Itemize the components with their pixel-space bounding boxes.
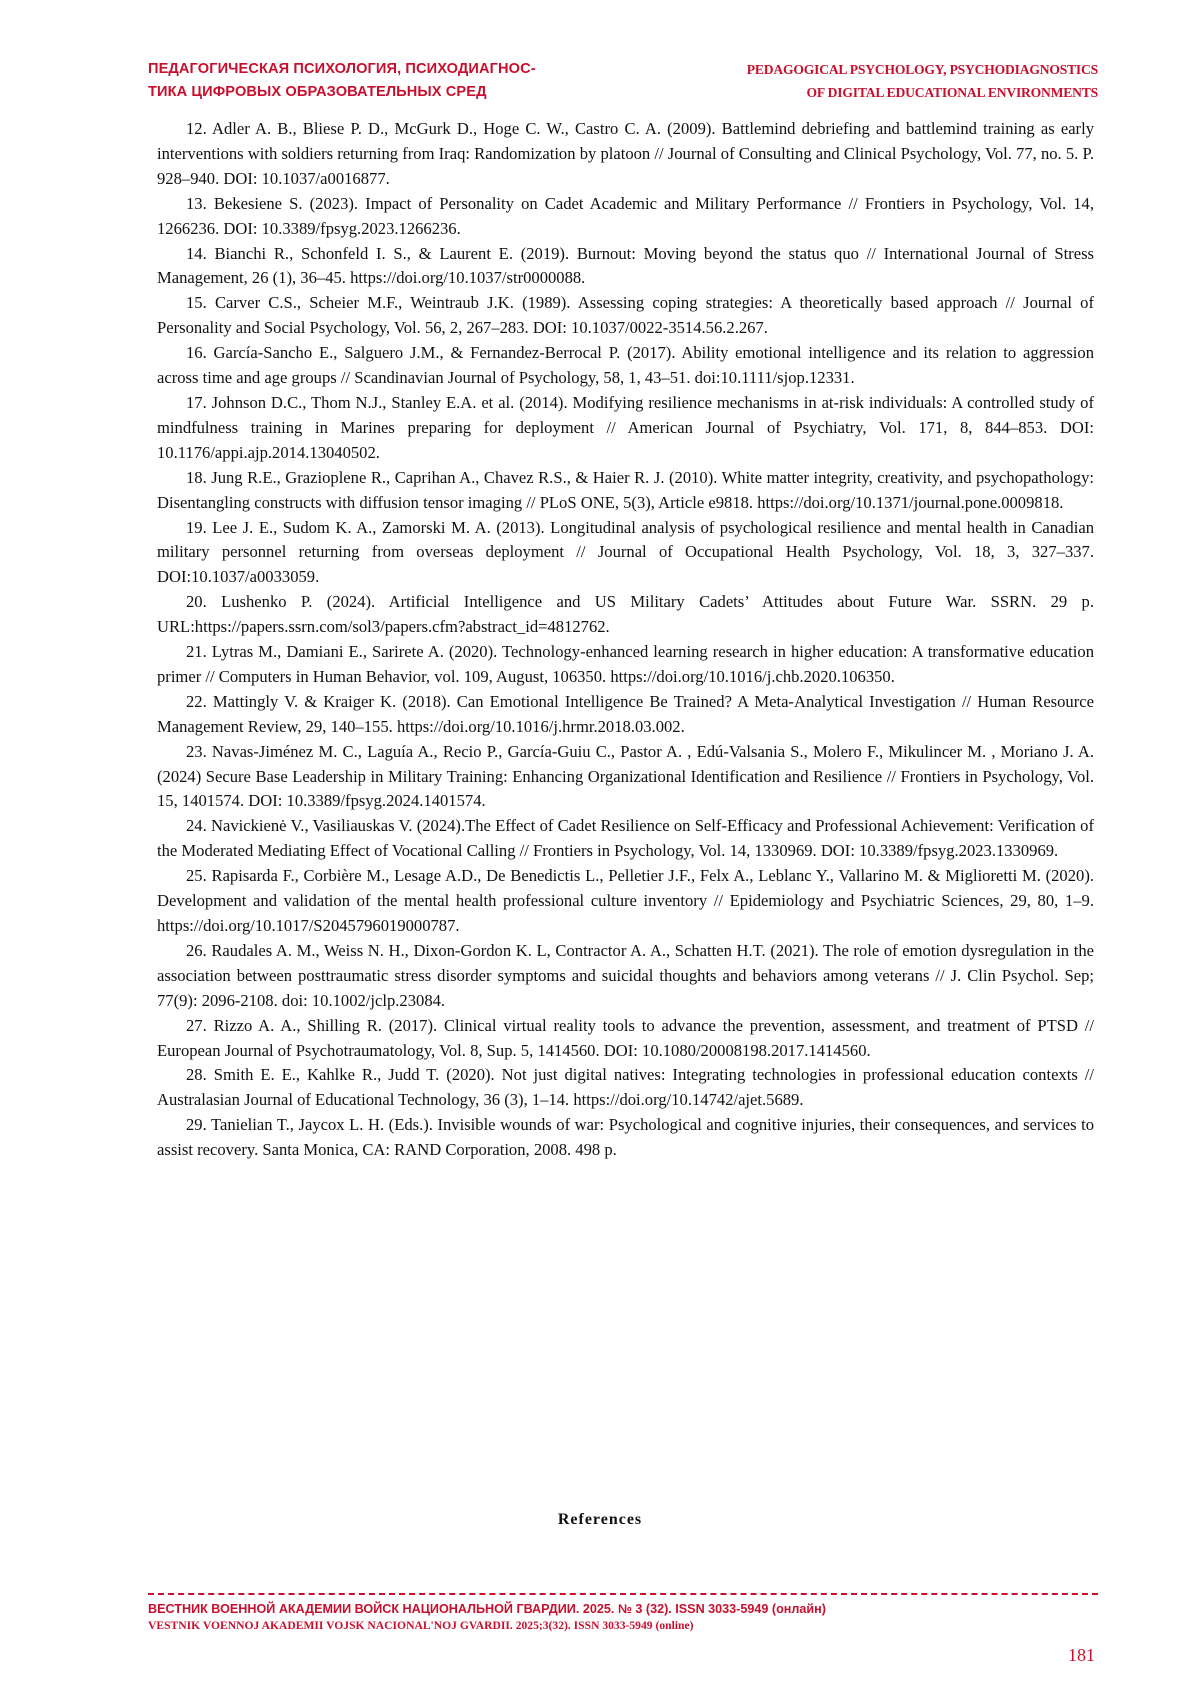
reference-item: 18. Jung R.E., Grazioplene R., Caprihan A., Chavez R.S., & Haier R. J. (2010). White matter integrity, creativity, and psychopathology: Disentangling constructs with diffusion tensor imaging // PLoS ONE, 5(3), Article e9818. https://doi.org/10.1371/journal.pone.0009818. [157, 467, 1094, 512]
reference-item: 20. Lushenko P. (2024). Artificial Intelligence and US Military Cadets’ Attitudes about Future War. SSRN. 29 p. URL:https://papers.ssrn.com/sol3/papers.cfm?abstract_id=4812762. [157, 592, 1094, 637]
reference-item: 23. Navas-Jiménez M. C., Laguía A., Recio P., García-Guiu C., Pastor A. , Edú-Valsania S., Molero F., Mikulincer M. , Moriano J. A. (2024) Secure Base Leadership in Military Training: Enhancing Organizational Identification and Resilience // Frontiers in Psychology, Vol. 15, 1401574. DOI: 10.3389/fpsyg.2024.1401574. [157, 741, 1094, 811]
footer-russian-line: ВЕСТНИК ВОЕННОЙ АКАДЕМИИ ВОЙСК НАЦИОНАЛЬНОЙ ГВАРДИИ. 2025. № 3 (32). ISSN 3033-5949 (онлайн) [148, 1602, 826, 1616]
reference-item: 24. Navickienė V., Vasiliauskas V. (2024).The Effect of Cadet Resilience on Self-Efficacy and Professional Achievement: Verification of the Moderated Mediating Effect of Vocational Calling // Frontiers in Psychology, Vol. 14, 1330969. DOI: 10.3389/fpsyg.2023.1330969. [157, 816, 1094, 861]
reference-item: 19. Lee J. E., Sudom K. A., Zamorski M. A. (2013). Longitudinal analysis of psychological resilience and mental health in Canadian military personnel returning from overseas deployment // Journal of Occupational Health Psychology, Vol. 18, 3, 327–337. DOI:10.1037/a0033059. [157, 517, 1094, 587]
reference-item: 14. Bianchi R., Schonfeld I. S., & Laurent E. (2019). Burnout: Moving beyond the status quo // International Journal of Stress Management, 26 (1), 36–45. https://doi.org/10.1037/str0000088. [157, 243, 1094, 288]
reference-item: 16. García-Sancho E., Salguero J.M., & Fernandez-Berrocal P. (2017). Ability emotional intelligence and its relation to aggression across time and age groups // Scandinavian Journal of Psychology, 58, 1, 43–51. doi:10.1111/sjop.12331. [157, 343, 1094, 388]
reference-item: 21. Lytras M., Damiani E., Sarirete A. (2020). Technology-enhanced learning research in higher education: A transformative education primer // Computers in Human Behavior, vol. 109, August, 106350. https://doi.org/10.1016/j.chb.2020.106350. [157, 642, 1094, 686]
footer-english-line: VESTNIK VOENNOJ AKADEMII VOJSK NACIONAL'NOJ GVARDII. 2025;3(32). ISSN 3033-5949 (online) [148, 1619, 694, 1632]
reference-item: 13. Bekesiene S. (2023). Impact of Personality on Cadet Academic and Military Performance // Frontiers in Psychology, Vol. 14, 1266236. DOI: 10.3389/fpsyg.2023.1266236. [157, 193, 1094, 238]
footer-divider [148, 1593, 1098, 1595]
reference-item: 12. Adler A. B., Bliese P. D., McGurk D., Hoge C. W., Castro C. A. (2009). Battlemind debriefing and battlemind training as early interventions with soldiers returning from Iraq: Randomization by platoon // Journal of Consulting and Clinical Psychology, Vol. 77, no. 5. P. 928–940. DOI: 10.1037/a0016877. [157, 119, 1094, 188]
journal-footer [148, 1600, 1098, 1634]
reference-item: 27. Rizzo A. A., Shilling R. (2017). Clinical virtual reality tools to advance the prevention, assessment, and treatment of PTSD // European Journal of Psychotraumatology, Vol. 8, Sup. 5, 1414560. DOI: 10.1080/20008198.2017.1414560. [157, 1015, 1094, 1060]
reference-item: 15. Carver C.S., Scheier M.F., Weintraub J.K. (1989). Assessing coping strategies: A theoretically based approach // Journal of Personality and Social Psychology, Vol. 56, 2, 267–283. DOI: 10.1037/0022-3514.56.2.267. [157, 293, 1094, 338]
header-english-title [628, 58, 1098, 104]
reference-item: 26. Raudales A. M., Weiss N. H., Dixon-Gordon K. L, Contractor A. A., Schatten H.T. (2021). The role of emotion dysregulation in the association between posttraumatic stress disorder symptoms and suicidal thoughts and behaviors among veterans // J. Clin Psychol. Sep; 77(9): 2096-2108. doi: 10.1002/jclp.23084. [157, 940, 1094, 1010]
header-russian-title [148, 58, 628, 104]
reference-item: 29. Tanielian T., Jaycox L. H. (Eds.). Invisible wounds of war: Psychological and cognitive injuries, their consequences, and services to assist recovery. Santa Monica, CA: RAND Corporation, 2008. 498 p. [157, 1115, 1094, 1160]
section-title: References [557, 1511, 643, 1528]
reference-item: 22. Mattingly V. & Kraiger K. (2018). Can Emotional Intelligence Be Trained? A Meta-Analytical Investigation // Human Resource Management Review, 29, 140–155. https://doi.org/10.1016/j.hrmr.2018.03.002. [157, 691, 1094, 736]
reference-item: 28. Smith E. E., Kahlke R., Judd T. (2020). Not just digital natives: Integrating technologies in professional education contexts // Australasian Journal of Educational Technology, 36 (3), 1–14. https://doi.org/10.14742/ajet.5689. [157, 1065, 1094, 1110]
reference-list [157, 117, 1094, 1163]
page-number: 181 [1068, 1645, 1095, 1665]
header-right-line-1: PEDAGOGICAL PSYCHOLOGY, PSYCHODIAGNOSTICS [746, 62, 1098, 77]
header-right-line-2: OF DIGITAL EDUCATIONAL ENVIRONMENTS [806, 85, 1098, 100]
header-left-line-1: ПЕДАГОГИЧЕСКАЯ ПСИХОЛОГИЯ, ПСИХОДИАГНОС- [148, 61, 536, 77]
running-header [148, 58, 1098, 104]
reference-item: 17. Johnson D.C., Thom N.J., Stanley E.A. et al. (2014). Modifying resilience mechanisms in at-risk individuals: A controlled study of mindfulness training in Marines preparing for deployment // American Journal of Psychiatry, Vol. 171, 8, 844–853. DOI: 10.1176/appi.ajp.2014.13040502. [157, 392, 1094, 462]
reference-item: 25. Rapisarda F., Corbière M., Lesage A.D., De Benedictis L., Pelletier J.F., Felx A., Leblanc Y., Vallarino M. & Miglioretti M. (2020). Development and validation of the mental health professional culture inventory // Epidemiology and Psychiatric Sciences, 29, 80, 1–9. https://doi.org/10.1017/S2045796019000787. [157, 866, 1094, 935]
header-left-line-2: ТИКА ЦИФРОВЫХ ОБРАЗОВАТЕЛЬНЫХ СРЕД [148, 84, 487, 100]
